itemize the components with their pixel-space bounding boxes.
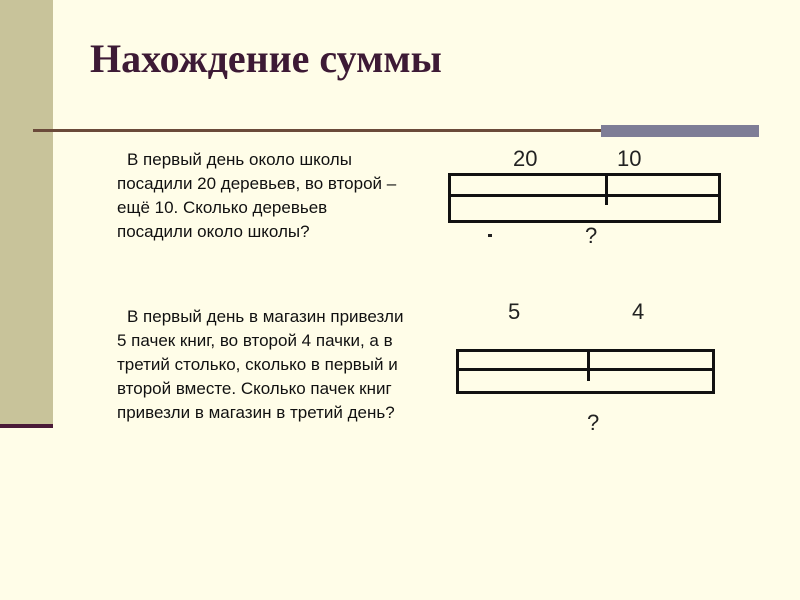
title-underline [33, 129, 623, 132]
diagram-1-total-label: ? [585, 223, 598, 248]
diagram-1-part1-label: 20 [513, 146, 538, 171]
side-decor-strip [0, 0, 53, 424]
diagram-2-part2-label: 4 [632, 299, 645, 324]
problem-2-text: В первый день в магазин привезли 5 пачек книг, во второй 4 пачки, а в третий столько, сколько в первый и второй вместе. Сколько пачек книг привезли в магазин в третий день? [117, 307, 404, 422]
diagram-2-part1-label: 5 [508, 299, 521, 324]
title-accent-block [601, 125, 759, 137]
diagram-1-stray-mark [488, 234, 492, 237]
diagram-2-total-label: ? [587, 410, 600, 435]
problem-1-text: В первый день около школы посадили 20 деревьев, во второй – ещё 10. Сколько деревьев посадили около школы? [117, 150, 397, 241]
diagram-2-total-bar [456, 368, 715, 394]
diagram-1-part2-label: 10 [617, 146, 642, 171]
slide-title: Нахождение суммы [90, 36, 442, 81]
diagram-1-total-bar [448, 194, 721, 223]
side-decor-shadow [0, 424, 53, 428]
